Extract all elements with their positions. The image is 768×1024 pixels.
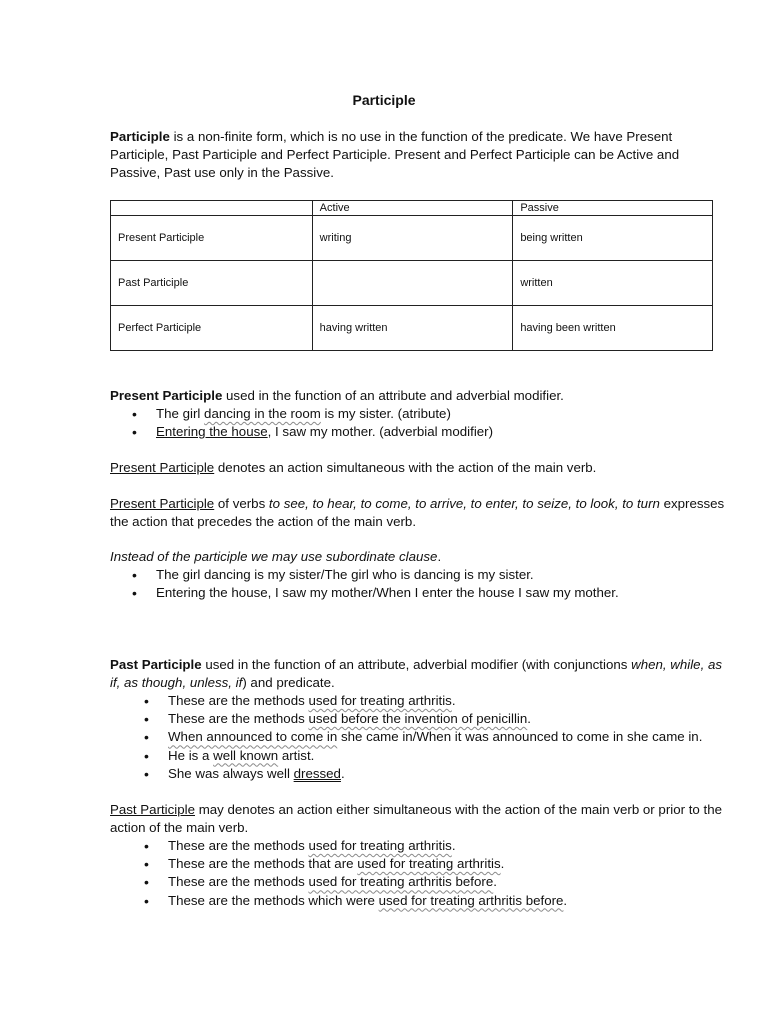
intro-paragraph [110,128,730,183]
list-item: • When announced to come in she came in/When it was announced to come in she came in. [110,728,702,746]
present-heading-term: Present Participle [110,388,223,403]
list-item: • These are the methods used for treating arthritis. [110,692,702,710]
table-cell: Present Participle [111,216,313,261]
list-item: • These are the methods used for treating arthritis before. [110,873,567,891]
present-simultaneous-paragraph: Present Participle denotes an action simultaneous with the action of the main verb. [110,460,597,475]
table-cell: Past Participle [111,261,313,306]
table-cell: having been written [513,306,713,351]
table-header-row [111,201,713,216]
participle-table [110,200,713,351]
table-header-cell: Passive [513,201,713,216]
page-title: Participle [352,92,416,108]
table-header-cell: Active [312,201,513,216]
present-participle-heading [110,387,730,405]
subordinate-example-list [110,566,619,602]
past-participle-heading: Past Participle used in the function of an attribute, adverbial modifier (with conjunctions when, while, as if, as though, unless, if) and predicate. [110,657,723,691]
table-row [111,216,713,261]
list-item: • She was always well dressed. [110,765,702,783]
list-item: • The girl dancing in the room is my sister. (atribute) [110,405,493,423]
present-example-list [110,405,493,441]
table-cell: writing [312,216,513,261]
intro-text: is a non-finite form, which is no use in the function of the predicate. We have Present Participle, Past Participle and Perfect Participle. Present and Perfect Participle can be Active and Passive, Past use only in the Passive. [110,129,680,181]
table-cell: having written [312,306,513,351]
list-item: • These are the methods that are used for treating arthritis. [110,855,567,873]
list-item: • Entering the house, I saw my mother. (adverbial modifier) [110,423,493,441]
past-example-list [110,692,702,783]
list-item: • The girl dancing is my sister/The girl who is dancing is my sister. [110,566,619,584]
table-cell: written [513,261,713,306]
intro-term: Participle [110,129,170,144]
list-item: • These are the methods used for treating arthritis. [110,837,567,855]
list-item: • He is a well known artist. [110,747,702,765]
list-item: • These are the methods which were used for treating arthritis before. [110,892,567,910]
table-row [111,261,713,306]
present-heading-text: used in the function of an attribute and adverbial modifier. [222,388,564,403]
table-cell: Perfect Participle [111,306,313,351]
list-item: • Entering the house, I saw my mother/When I enter the house I saw my mother. [110,584,619,602]
subordinate-clause-paragraph: Instead of the participle we may use subordinate clause. [110,549,442,564]
past-simultaneous-paragraph: Past Participle may denotes an action either simultaneous with the action of the main verb or prior to the action of the main verb. [110,802,722,836]
past-timing-example-list [110,837,567,910]
table-row [111,306,713,351]
table-header-cell [111,201,313,216]
table-cell [312,261,513,306]
list-item: • These are the methods used before the invention of penicillin. [110,710,702,728]
present-verbs-paragraph: Present Participle of verbs to see, to hear, to come, to arrive, to enter, to seize, to look, to turn expresses the action that precedes the action of the main verb. [110,496,725,530]
table-cell: being written [513,216,713,261]
